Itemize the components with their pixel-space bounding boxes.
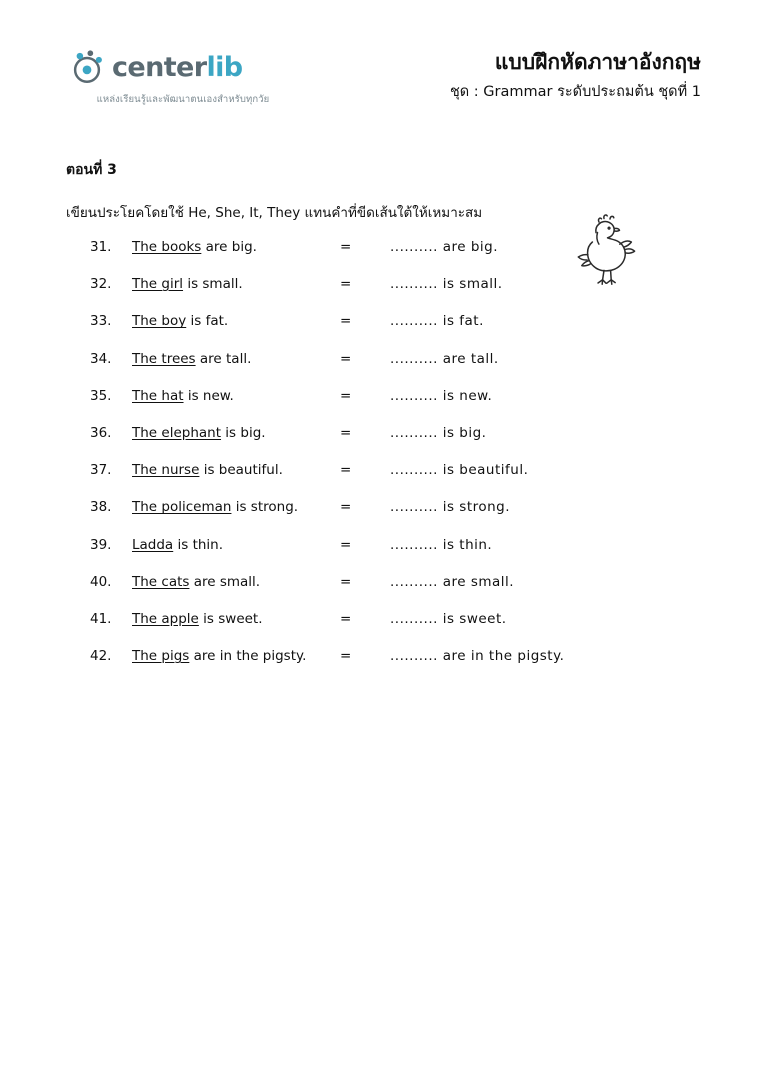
item-sentence (132, 537, 340, 553)
equals-sign: = (340, 536, 352, 553)
item-predicate: is strong. (231, 499, 299, 516)
equals-sign: = (340, 313, 352, 330)
item-number: 35. (90, 387, 112, 404)
item-subject: The boy (132, 313, 187, 330)
item-number: 36. (90, 424, 112, 441)
item-number: 37. (90, 462, 112, 479)
item-predicate: is big. (221, 424, 266, 441)
item-subject: The books (132, 239, 202, 255)
item-number: 40. (90, 573, 112, 590)
item-sentence (132, 425, 340, 441)
page-title: แบบฝึกหัดภาษาอังกฤษ (494, 50, 701, 74)
equals-sign: = (340, 462, 352, 479)
brand-name (112, 51, 243, 83)
item-subject: The pigs (132, 648, 190, 665)
item-predicate: are big. (201, 239, 257, 255)
item-sentence (132, 611, 340, 627)
brand-logo (56, 48, 298, 107)
item-predicate: is fat. (186, 313, 229, 330)
equals-sign: = (340, 499, 352, 516)
equals-sign: = (340, 648, 352, 665)
item-sentence (132, 313, 340, 329)
item-answer-blank[interactable]: .......... is beautiful. (390, 462, 529, 479)
equals-sign: = (340, 350, 352, 367)
list-item (90, 388, 707, 425)
item-answer-blank[interactable]: .......... are tall. (390, 350, 499, 367)
item-number: 39. (90, 536, 112, 553)
list-item (90, 462, 707, 499)
brand-name-part2: lib (206, 51, 243, 83)
item-predicate: is small. (183, 276, 243, 293)
brand-name-part1: center (112, 51, 207, 83)
item-number: 33. (90, 313, 112, 330)
item-answer-blank[interactable]: .......... is big. (390, 424, 487, 441)
item-sentence (132, 388, 340, 404)
item-subject: Ladda (132, 536, 174, 553)
item-sentence (132, 574, 340, 590)
list-item (90, 648, 707, 685)
title-block (298, 48, 707, 103)
list-item (90, 574, 707, 611)
brand-row (68, 48, 298, 86)
page-subtitle: ชุด : Grammar ระดับประถมต้น ชุดที่ 1 (449, 84, 701, 101)
item-answer-blank[interactable]: .......... is small. (390, 276, 503, 293)
item-predicate: are in the pigsty. (189, 648, 307, 665)
list-item (90, 313, 707, 350)
equals-sign: = (340, 424, 352, 441)
item-number: 34. (90, 350, 112, 367)
item-answer-blank[interactable]: .......... are big. (390, 239, 499, 255)
item-predicate: are tall. (195, 350, 252, 367)
item-sentence (132, 648, 340, 664)
item-sentence (132, 239, 340, 255)
item-number: 38. (90, 499, 112, 516)
item-predicate: are small. (189, 573, 261, 590)
list-item (90, 611, 707, 648)
item-answer-blank[interactable]: .......... is strong. (390, 499, 511, 516)
item-subject: The trees (132, 350, 196, 367)
item-sentence (132, 276, 340, 292)
item-subject: The hat (132, 387, 184, 404)
list-item (90, 537, 707, 574)
brand-tagline: แหล่งเรียนรู้และพัฒนาตนเองสำหรับทุกวัย (96, 94, 270, 105)
item-sentence (132, 499, 340, 515)
item-subject: The cats (132, 573, 190, 590)
item-number: 32. (90, 276, 112, 293)
item-answer-blank[interactable]: .......... are small. (390, 573, 515, 590)
item-answer-blank[interactable]: .......... is new. (390, 387, 493, 404)
item-sentence (132, 462, 340, 478)
item-subject: The policeman (132, 499, 232, 516)
item-answer-blank[interactable]: .......... is fat. (390, 313, 484, 330)
item-predicate: is new. (183, 387, 234, 404)
item-predicate: is sweet. (198, 610, 263, 627)
centerlib-dots-icon (68, 48, 106, 86)
item-subject: The girl (132, 276, 184, 293)
item-subject: The apple (132, 610, 199, 627)
item-number: 42. (90, 648, 112, 665)
item-predicate: is thin. (173, 536, 224, 553)
list-item (90, 425, 707, 462)
equals-sign: = (340, 387, 352, 404)
item-subject: The nurse (132, 462, 200, 479)
page-header (56, 40, 707, 107)
equals-sign: = (340, 573, 352, 590)
item-number: 31. (90, 239, 112, 255)
item-subject: The elephant (132, 424, 222, 441)
equals-sign: = (340, 239, 352, 255)
equals-sign: = (340, 276, 352, 293)
item-number: 41. (90, 610, 112, 627)
chicken-icon (563, 208, 643, 298)
item-answer-blank[interactable]: .......... is sweet. (390, 610, 507, 627)
list-item (90, 499, 707, 536)
equals-sign: = (340, 610, 352, 627)
section-instruction: เขียนประโยคโดยใช้ He, She, It, They แทนคำที่ขีดเส้นใต้ให้เหมาะสม (66, 205, 483, 221)
list-item (90, 351, 707, 388)
item-predicate: is beautiful. (199, 462, 283, 479)
item-sentence (132, 351, 340, 367)
exercise-list (90, 239, 707, 685)
item-answer-blank[interactable]: .......... are in the pigsty. (390, 648, 565, 665)
section-heading: ตอนที่ 3 (66, 162, 117, 178)
item-answer-blank[interactable]: .......... is thin. (390, 536, 493, 553)
